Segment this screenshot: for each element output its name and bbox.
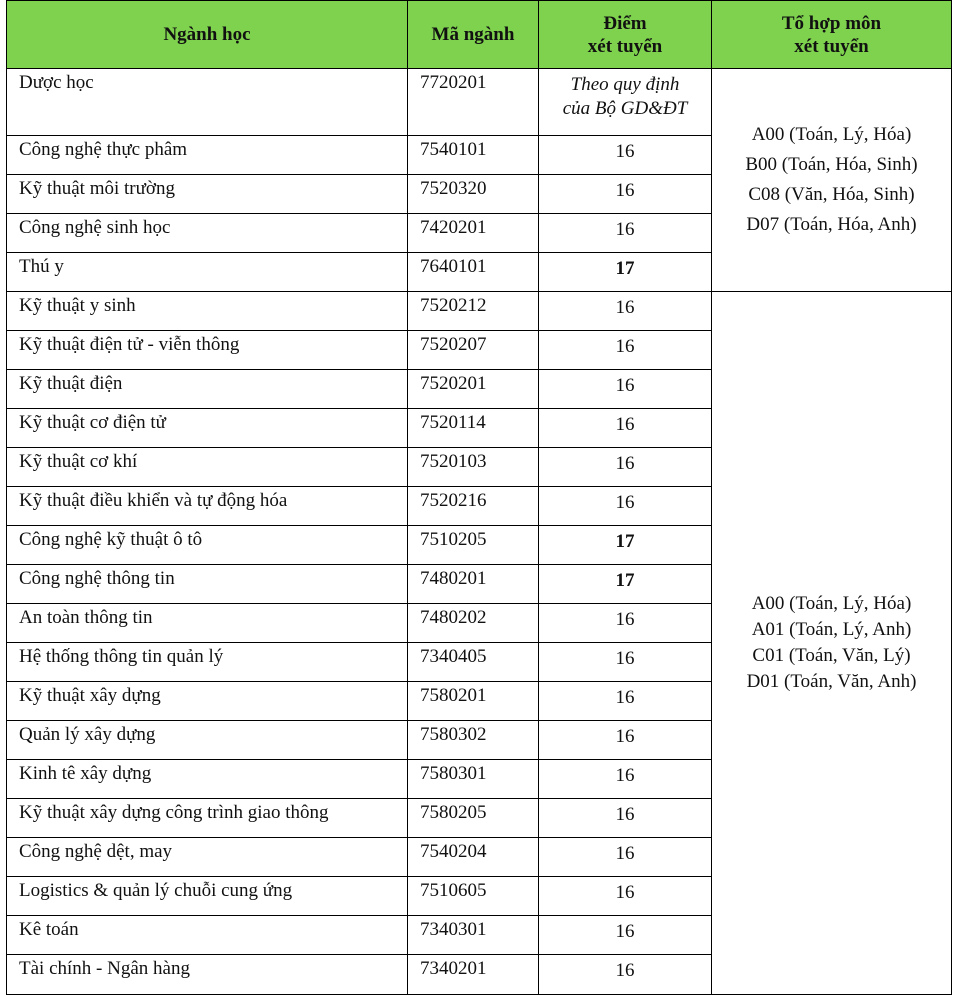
major-cell: Quản lý xây dựng <box>7 721 408 760</box>
major-cell: Công nghệ kỹ thuật ô tô <box>7 526 408 565</box>
code-cell: 7520103 <box>408 448 539 487</box>
code-cell: 7580302 <box>408 721 539 760</box>
header-combo <box>712 1 952 69</box>
header-score <box>539 1 712 69</box>
code-cell: 7510205 <box>408 526 539 565</box>
score-cell: 16 <box>539 916 712 955</box>
score-cell: 16 <box>539 292 712 331</box>
combo-line: C01 (Toán, Văn, Lý) <box>752 645 911 666</box>
major-cell: Công nghệ thông tin <box>7 565 408 604</box>
code-cell: 7480202 <box>408 604 539 643</box>
code-cell: 7580201 <box>408 682 539 721</box>
score-cell: 16 <box>539 487 712 526</box>
major-cell: Kỹ thuật xây dựng công trình giao thông <box>7 799 408 838</box>
score-cell: 17 <box>539 526 712 565</box>
table-row <box>7 69 952 136</box>
score-cell: 16 <box>539 448 712 487</box>
combo-group-1 <box>712 69 952 292</box>
code-cell: 7340405 <box>408 643 539 682</box>
code-cell: 7520216 <box>408 487 539 526</box>
major-cell: Thú y <box>7 253 408 292</box>
combo-line: A00 (Toán, Lý, Hóa) <box>751 124 912 145</box>
code-cell: 7520320 <box>408 175 539 214</box>
score-note-line2: của Bộ GD&ĐT <box>562 98 688 119</box>
major-cell: Kỹ thuật điều khiển và tự động hóa <box>7 487 408 526</box>
code-cell: 7520201 <box>408 370 539 409</box>
score-cell: 16 <box>539 721 712 760</box>
code-cell: 7480201 <box>408 565 539 604</box>
combo-line: D07 (Toán, Hóa, Anh) <box>746 214 917 235</box>
combo-line: B00 (Toán, Hóa, Sinh) <box>745 154 918 175</box>
code-cell: 7640101 <box>408 253 539 292</box>
code-cell: 7720201 <box>408 69 539 136</box>
header-combo-line1: Tổ hợp môn <box>781 12 882 34</box>
code-cell: 7520207 <box>408 331 539 370</box>
major-cell: Logistics & quản lý chuỗi cung ứng <box>7 877 408 916</box>
major-cell: Kỹ thuật điện tử - viễn thông <box>7 331 408 370</box>
combo-line: A00 (Toán, Lý, Hóa) <box>751 593 912 614</box>
major-cell: Kỹ thuật cơ điện tử <box>7 409 408 448</box>
score-cell: 16 <box>539 799 712 838</box>
header-code: Mã ngành <box>408 1 539 69</box>
score-cell: 16 <box>539 760 712 799</box>
combo-line: A01 (Toán, Lý, Anh) <box>751 619 912 640</box>
code-cell: 7520114 <box>408 409 539 448</box>
major-cell: Kỹ thuật y sinh <box>7 292 408 331</box>
header-combo-line2: xét tuyển <box>794 35 869 57</box>
code-cell: 7580205 <box>408 799 539 838</box>
major-cell: Kỹ thuật điện <box>7 370 408 409</box>
score-cell: 16 <box>539 331 712 370</box>
code-cell: 7340201 <box>408 955 539 995</box>
score-cell: 16 <box>539 643 712 682</box>
major-cell: Kỹ thuật xây dựng <box>7 682 408 721</box>
admission-table <box>6 0 952 995</box>
combo-group-2 <box>712 292 952 995</box>
score-cell <box>539 69 712 136</box>
code-cell: 7520212 <box>408 292 539 331</box>
combo-line: D01 (Toán, Văn, Anh) <box>746 671 917 692</box>
header-score-line1: Điểm <box>603 12 647 34</box>
major-cell: Công nghệ sinh học <box>7 214 408 253</box>
major-cell: Dược học <box>7 69 408 136</box>
major-cell: Kỹ thuật môi trường <box>7 175 408 214</box>
code-cell: 7580301 <box>408 760 539 799</box>
score-cell: 16 <box>539 682 712 721</box>
major-cell: Kinh tê xây dựng <box>7 760 408 799</box>
header-major: Ngành học <box>7 1 408 69</box>
score-cell: 16 <box>539 955 712 995</box>
score-cell: 16 <box>539 214 712 253</box>
major-cell: Công nghệ thực phâm <box>7 136 408 175</box>
score-cell: 16 <box>539 370 712 409</box>
code-cell: 7420201 <box>408 214 539 253</box>
major-cell: Công nghệ dệt, may <box>7 838 408 877</box>
score-cell: 16 <box>539 175 712 214</box>
major-cell: Kê toán <box>7 916 408 955</box>
score-note-line1: Theo quy định <box>570 74 680 95</box>
major-cell: Hệ thống thông tin quản lý <box>7 643 408 682</box>
code-cell: 7540204 <box>408 838 539 877</box>
combo-line: C08 (Văn, Hóa, Sinh) <box>748 184 915 205</box>
major-cell: An toàn thông tin <box>7 604 408 643</box>
score-cell: 16 <box>539 136 712 175</box>
code-cell: 7510605 <box>408 877 539 916</box>
major-cell: Tài chính - Ngân hàng <box>7 955 408 995</box>
table-row <box>7 292 952 331</box>
header-row <box>7 1 952 69</box>
score-cell: 16 <box>539 604 712 643</box>
header-score-line2: xét tuyển <box>587 35 663 57</box>
score-cell: 16 <box>539 877 712 916</box>
score-cell: 17 <box>539 253 712 292</box>
score-cell: 16 <box>539 838 712 877</box>
major-cell: Kỹ thuật cơ khí <box>7 448 408 487</box>
score-cell: 16 <box>539 409 712 448</box>
score-cell: 17 <box>539 565 712 604</box>
code-cell: 7340301 <box>408 916 539 955</box>
code-cell: 7540101 <box>408 136 539 175</box>
